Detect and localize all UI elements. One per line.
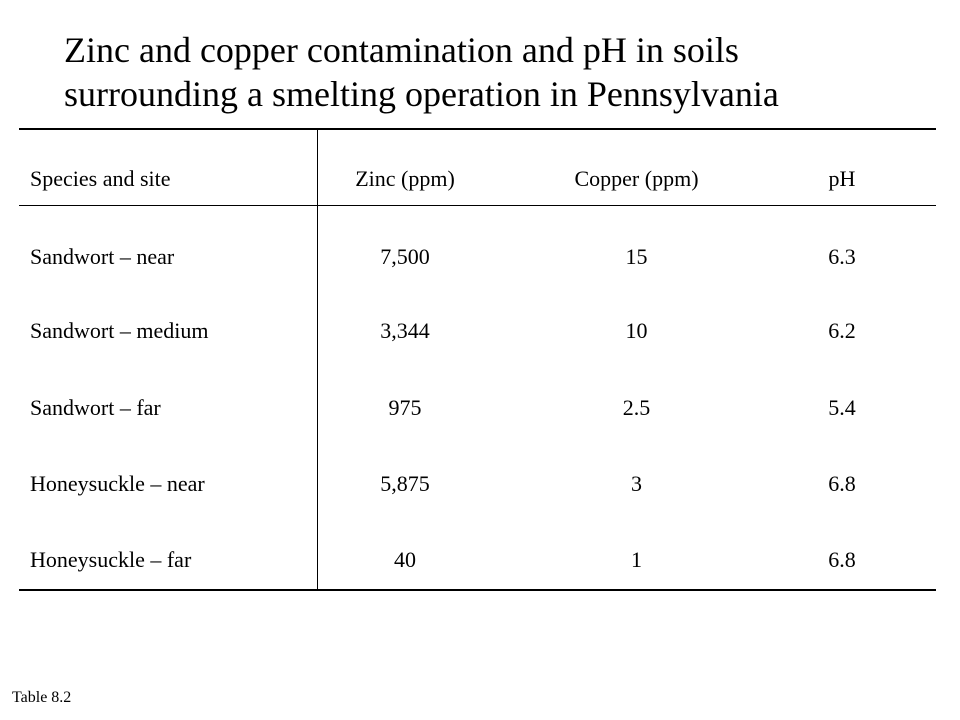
cell-site: Honeysuckle – far	[30, 547, 192, 572]
cell-ph: 6.3	[828, 244, 856, 269]
cell-site: Sandwort – near	[30, 244, 175, 269]
cell-copper: 15	[625, 244, 648, 269]
cell-site: Sandwort – far	[30, 395, 161, 420]
table-caption: Table 8.2	[12, 689, 72, 706]
cell-ph: 6.8	[828, 547, 856, 572]
cell-ph: 6.8	[828, 471, 856, 496]
header-copper: Copper (ppm)	[574, 166, 699, 191]
header-ph: pH	[828, 166, 856, 191]
header-species-and-site: Species and site	[30, 166, 171, 191]
cell-ph: 5.4	[828, 395, 856, 420]
cell-copper: 1	[631, 547, 642, 572]
cell-copper: 10	[625, 318, 648, 343]
title-line-1: Zinc and copper contamination and pH in soils	[64, 30, 739, 70]
cell-zinc: 975	[388, 395, 422, 420]
cell-zinc: 40	[394, 547, 416, 572]
table-top-rule	[19, 128, 936, 130]
cell-zinc: 3,344	[380, 318, 430, 343]
cell-site: Honeysuckle – near	[30, 471, 205, 496]
cell-copper: 2.5	[622, 395, 651, 420]
table-column-divider	[317, 130, 318, 590]
table-header-rule	[19, 205, 936, 206]
cell-site: Sandwort – medium	[30, 318, 209, 343]
title-line-2: surrounding a smelting operation in Pennsylvania	[64, 74, 779, 114]
header-zinc: Zinc (ppm)	[355, 166, 455, 191]
cell-copper: 3	[631, 471, 642, 496]
slide-title	[64, 28, 944, 116]
cell-zinc: 7,500	[380, 244, 430, 269]
table-bottom-rule	[19, 589, 936, 591]
cell-zinc: 5,875	[380, 471, 430, 496]
cell-ph: 6.2	[828, 318, 856, 343]
